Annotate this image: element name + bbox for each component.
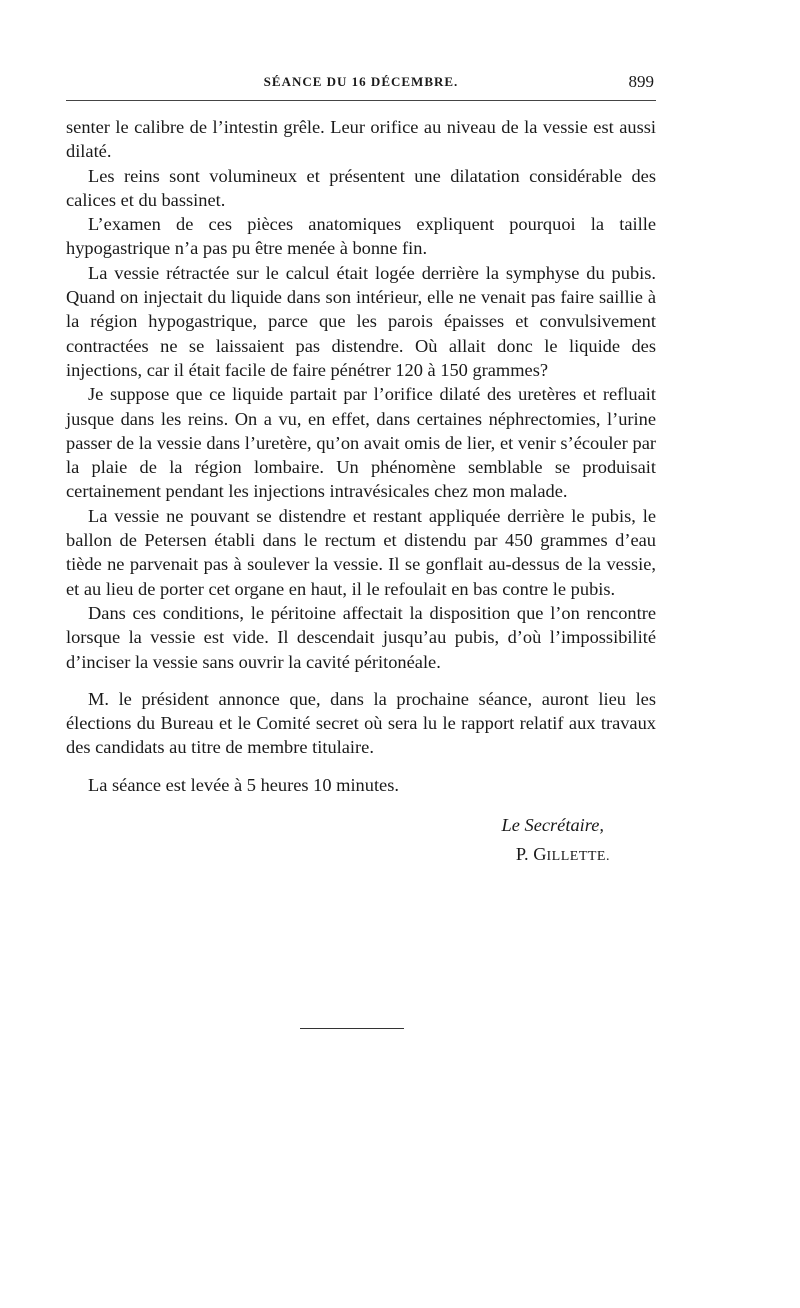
body-text — [66, 115, 656, 797]
page-number: 899 — [628, 72, 654, 91]
paragraph-announcement: M. le président annonce que, dans la prochaine séance, auront lieu les élections du Bureau et le Comité secret où sera lu le rapport relatif aux travaux des candidats au titre de membre titulaire. — [66, 688, 656, 758]
end-rule — [300, 1028, 404, 1029]
paragraph-continuation: senter le calibre de l’intestin grêle. Leur orifice au niveau de la vessie est aussi dilaté. — [66, 117, 656, 162]
paragraph-balloon: La vessie ne pouvant se distendre et restant appliquée derrière le pubis, le ballon de Petersen établi dans le rectum et distendu par 450 grammes d’eau tiède ne parvenait pas à soulever la vessie. Il se gonflait au-dessus de la vessie, et au lieu de porter cet organe en haut, il le refoulait en bas contre le pubis. — [66, 505, 656, 599]
signature-block — [66, 811, 656, 871]
book-page — [66, 70, 656, 871]
running-title: SÉANCE DU 16 DÉCEMBRE. — [263, 74, 459, 89]
signature-name-rest: ILLETTE. — [546, 849, 610, 865]
signature-name — [66, 840, 612, 871]
signature-name-initial: P. G — [515, 844, 547, 865]
running-head — [66, 70, 656, 101]
paragraph-peritoneum: Dans ces conditions, le péritoine affectait la disposition que l’on rencontre lorsque la vessie est vide. Il descendait jusqu’au pubis, d’où l’impossibilité d’inciser la vessie sans ouvrir la cavité péritonéale. — [66, 602, 656, 672]
paragraph-closing: La séance est levée à 5 heures 10 minutes. — [88, 774, 399, 795]
paragraph-bladder: La vessie rétractée sur le calcul était logée derrière la symphyse du pubis. Quand on injectait du liquide dans son intérieur, elle ne venait pas faire saillie à la région hypogastrique, parce que les parois épaisses et convulsivement contractées ne se laissaient pas distendre. Où allait donc le liquide des injections, car il était facile de faire pénétrer 120 à 150 grammes? — [66, 262, 656, 380]
signature-role: Le Secrétaire, — [501, 815, 604, 836]
paragraph-kidneys: Les reins sont volumineux et présentent une dilatation considérable des calices et du bassinet. — [66, 165, 656, 210]
paragraph-ureters: Je suppose que ce liquide partait par l’orifice dilaté des uretères et refluait jusque dans les reins. On a vu, en effet, dans certaines néphrectomies, l’urine passer de la vessie dans l’uretère, qu’on avait omis de lier, et venir s’écouler par la plaie de la région lombaire. Un phénomène semblable se produisait certainement pendant les injections intravésicales chez mon malade. — [66, 384, 656, 502]
paragraph-anatomy: L’examen de ces pièces anatomiques expliquent pourquoi la taille hypogastrique n’a pas pu être menée à bonne fin. — [66, 214, 656, 259]
